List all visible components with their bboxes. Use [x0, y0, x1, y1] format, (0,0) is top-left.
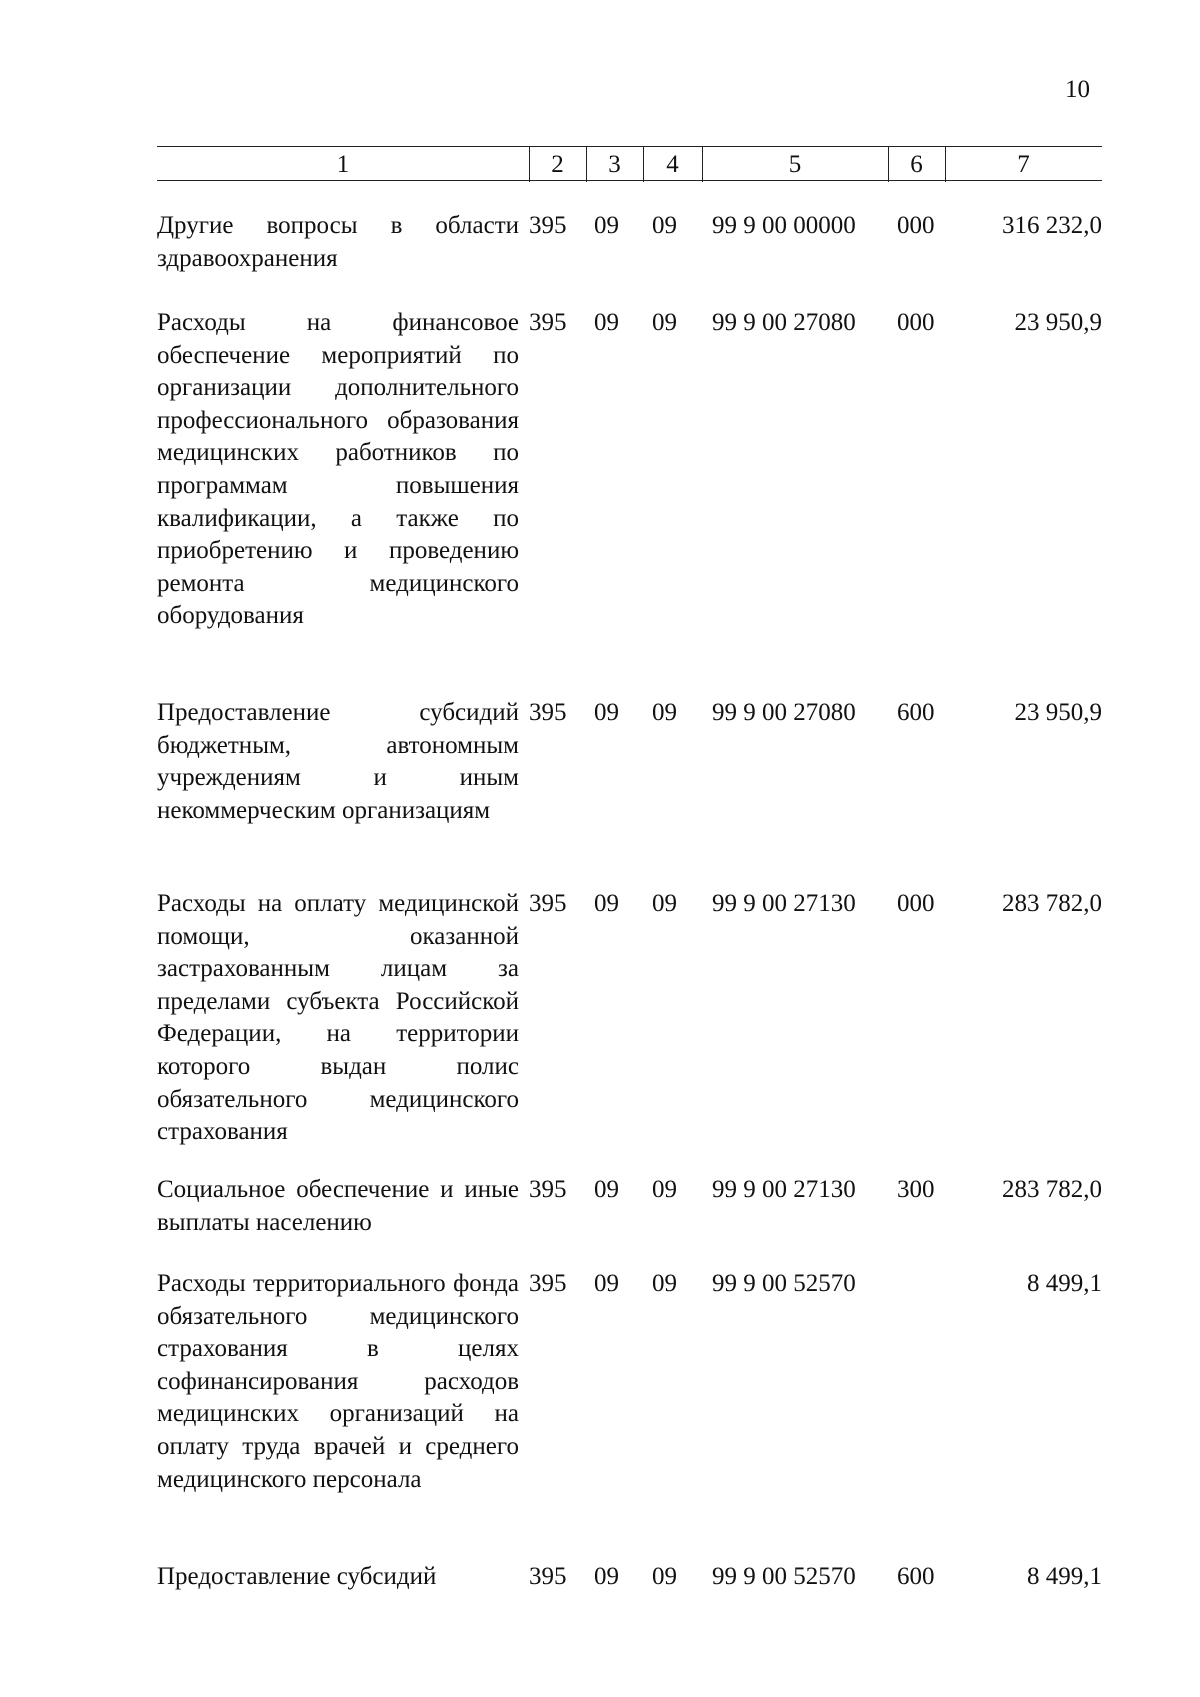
code-col-3: 09	[594, 1176, 619, 1203]
code-col-3: 09	[594, 699, 619, 726]
code-col-4: 09	[652, 1270, 677, 1297]
code-col-5: 99 9 00 00000	[712, 212, 856, 239]
row-name: Предоставление субсидий	[157, 1563, 437, 1590]
column-header: 1	[336, 151, 350, 178]
code-col-5: 99 9 00 27130	[712, 890, 856, 917]
code-col-2: 395	[529, 1270, 567, 1297]
code-col-4: 09	[652, 699, 677, 726]
column-header: 6	[910, 151, 923, 178]
code-col-6: 600	[897, 699, 935, 726]
column-header: 3	[608, 151, 621, 178]
code-col-3: 09	[594, 1563, 619, 1590]
code-col-2: 395	[529, 1176, 567, 1203]
code-col-6: 000	[897, 309, 935, 336]
code-col-2: 395	[529, 699, 567, 726]
column-header: 7	[1017, 151, 1030, 178]
code-col-2: 395	[529, 212, 567, 239]
header-bottom-rule	[157, 180, 1102, 181]
code-col-4: 09	[652, 890, 677, 917]
code-col-4: 09	[652, 309, 677, 336]
amount: 8 499,1	[1027, 1270, 1102, 1297]
code-col-3: 09	[594, 212, 619, 239]
code-col-2: 395	[529, 1563, 567, 1590]
code-col-5: 99 9 00 27080	[712, 309, 856, 336]
amount: 23 950,9	[1014, 309, 1102, 336]
amount: 316 232,0	[1002, 212, 1102, 239]
code-col-2: 395	[529, 309, 567, 336]
amount: 283 782,0	[1002, 1176, 1102, 1203]
code-col-5: 99 9 00 27080	[712, 699, 856, 726]
amount: 8 499,1	[1027, 1563, 1102, 1590]
page-number: 10	[1065, 76, 1090, 103]
code-col-4: 09	[652, 1176, 677, 1203]
code-col-6: 000	[897, 890, 935, 917]
code-col-4: 09	[652, 1563, 677, 1590]
row-name: Расходы на оплату медицинской помощи, оказанной застрахованным лицам за пределами субъекта Российской Федерации, на территории которого выдан полис обязательного медицинского страхования	[157, 890, 519, 1146]
code-col-5: 99 9 00 52570	[712, 1563, 856, 1590]
code-col-5: 99 9 00 52570	[712, 1270, 856, 1297]
column-header: 5	[788, 151, 802, 178]
code-col-3: 09	[594, 1270, 619, 1297]
code-col-6: 300	[897, 1176, 935, 1203]
table-header	[157, 149, 1102, 180]
column-header: 4	[666, 151, 679, 178]
amount: 283 782,0	[1002, 890, 1102, 917]
code-col-3: 09	[594, 890, 619, 917]
code-col-2: 395	[529, 890, 567, 917]
code-col-4: 09	[652, 212, 677, 239]
header-top-rule	[157, 146, 1102, 147]
row-name: Расходы на финансовое обеспечение мероприятий по организации дополнительного профессионального образования медицинских работников по программам повышения квалификации, а также по приобретению и проведению ремонта медицинского оборудования	[157, 309, 519, 630]
code-col-3: 09	[594, 309, 619, 336]
row-name: Другие вопросы в области здравоохранения	[157, 212, 519, 272]
row-name: Предоставление субсидий бюджетным, автономным учреждениям и иным некоммерческим организациям	[157, 699, 519, 824]
code-col-6: 600	[897, 1563, 935, 1590]
column-header: 2	[551, 151, 564, 178]
row-name: Расходы территориального фонда обязательного медицинского страхования в целях софинансирования расходов медицинских организаций на оплату труда врачей и среднего медицинского персонала	[157, 1270, 519, 1493]
code-col-6: 000	[897, 212, 935, 239]
row-name: Социальное обеспечение и иные выплаты населению	[157, 1176, 519, 1236]
code-col-5: 99 9 00 27130	[712, 1176, 856, 1203]
amount: 23 950,9	[1014, 699, 1102, 726]
